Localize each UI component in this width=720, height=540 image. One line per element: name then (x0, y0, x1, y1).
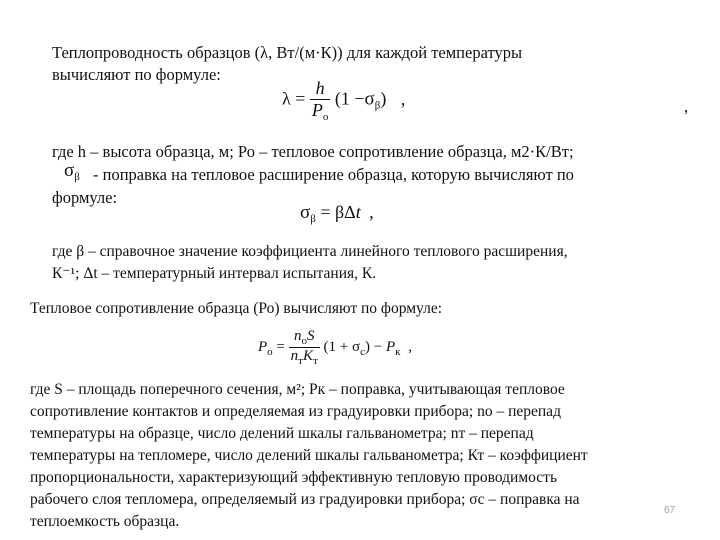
text-line: где h – высота образца, м; Ро – тепловое сопротивление образца, м2·К/Вт; (52, 142, 574, 161)
text-line: Тепловое сопротивление образца (Ро) вычисляют по формуле: (30, 300, 443, 317)
formula-lambda: λ = $\frac{h}{P_o}$ $(1 -\sigma_\beta)$ , (282, 78, 406, 123)
text-line: вычисляют по формуле: (52, 65, 221, 84)
text-line: - поправка на тепловое расширение образца, которую вычисляют по (93, 165, 574, 184)
trailing-comma: , (684, 97, 689, 116)
text-line: рабочего слоя тепломера, определяемый из градуировки прибора; σс – поправка на (30, 491, 580, 508)
text-line: где S – площадь поперечного сечения, м²; Рк – поправка, учитывающая тепловое (30, 381, 565, 398)
text-line: температуры на образце, число делений шкалы гальванометра; nт – перепад (30, 425, 534, 442)
text-line: формуле: (52, 188, 118, 207)
text-line: где β – справочное значение коэффициента линейного теплового расширения, (52, 243, 568, 260)
formula-resistance: $P_o$ = $\frac{n_oS}{n_тK_т}$ $(1 + \sigma_c) - P_к$ , (258, 328, 412, 367)
text-line: сопротивление контактов и определяемая из градуировки прибора; nо – перепад (30, 403, 561, 420)
page-number: 67 (664, 505, 676, 516)
text-line: К⁻¹; Δt – температурный интервал испытания, К. (52, 265, 377, 282)
text-line: теплоемкость образца. (30, 513, 180, 530)
formula-sigma-beta: $\sigma_\beta = \beta\Delta t$ , (300, 202, 374, 225)
text-line: Теплопроводность образцов (λ, Вт/(м·К)) для каждой температуры (52, 43, 523, 62)
text-line: пропорциональности, характеризующий эффективную тепловую проводимость (30, 469, 558, 486)
formula-sigma-beta-inline: $\sigma_\beta$ (64, 160, 80, 183)
text-line: температуры на тепломере, число делений шкалы гальванометра; Кт – коэффициент (30, 447, 588, 464)
